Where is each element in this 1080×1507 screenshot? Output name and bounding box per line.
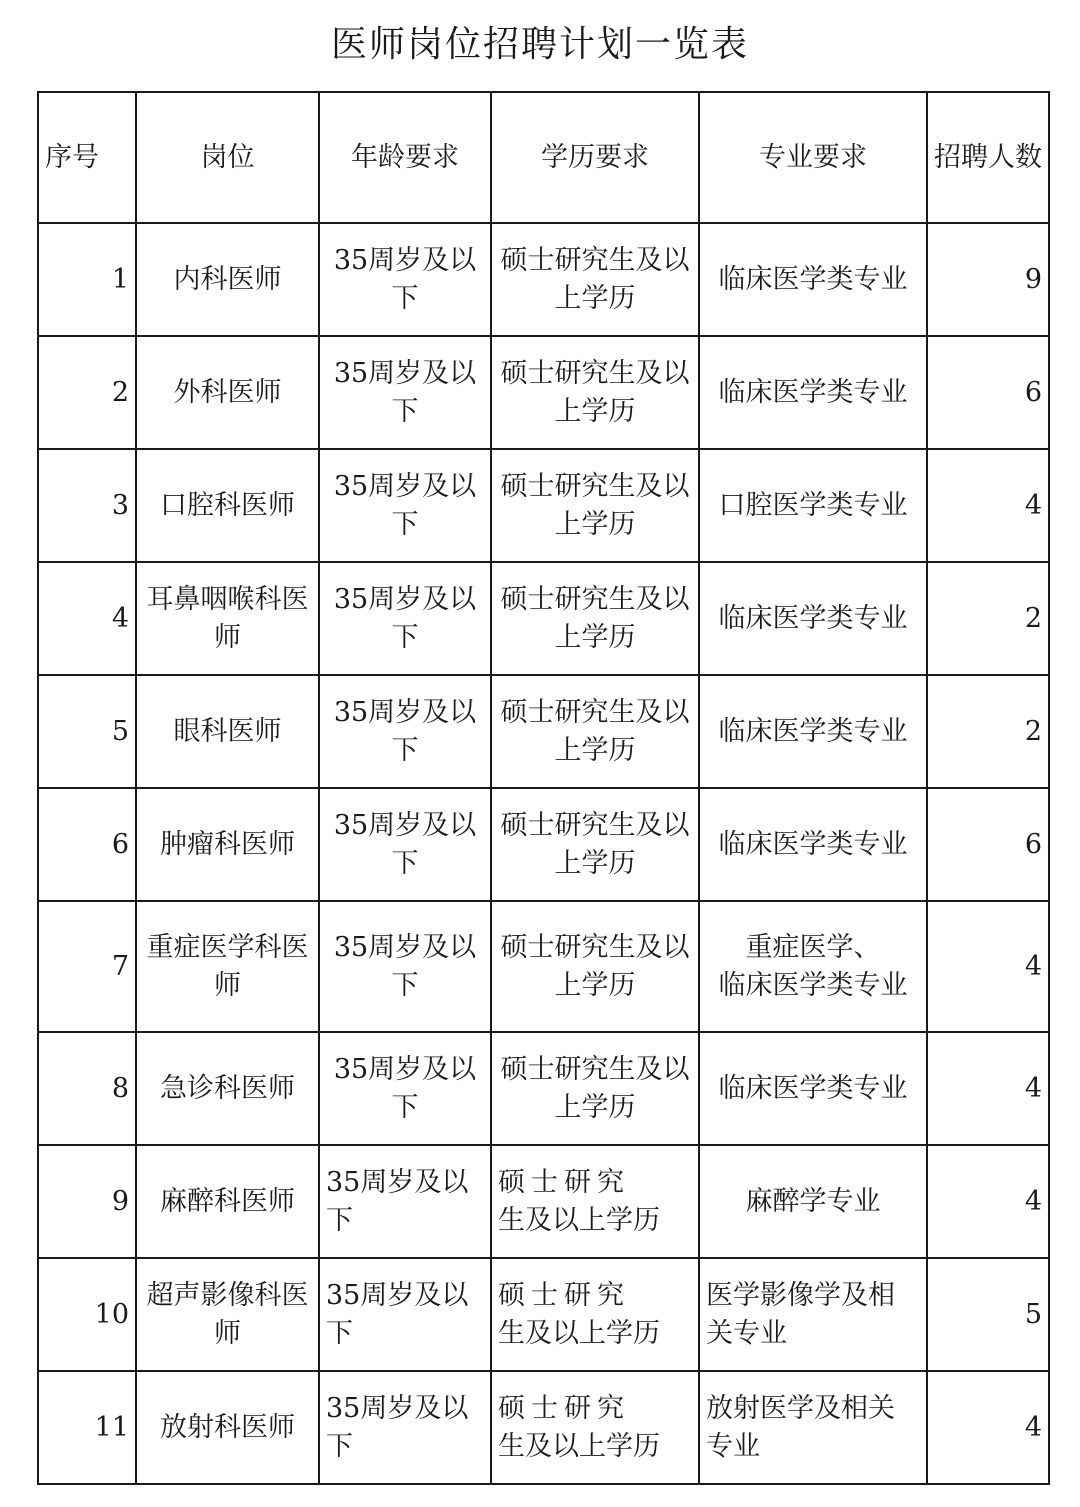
- cell-position: 急诊科医师: [136, 1032, 319, 1145]
- cell-age: 35周岁及以下: [319, 562, 491, 675]
- cell-major: 临床医学类专业: [699, 562, 927, 675]
- table-row: [38, 788, 1049, 901]
- cell-count: 5: [927, 1258, 1049, 1371]
- education-line-2: 生及以上学历: [498, 1204, 660, 1236]
- header-major: 专业要求: [699, 92, 927, 223]
- cell-position: 耳鼻咽喉科医师: [136, 562, 319, 675]
- cell-education: [491, 1371, 699, 1484]
- cell-position: 肿瘤科医师: [136, 788, 319, 901]
- cell-index: 9: [38, 1145, 136, 1258]
- cell-index: 10: [38, 1258, 136, 1371]
- cell-education: 硕士研究生及以上学历: [491, 223, 699, 336]
- cell-age: 35周岁及以下: [319, 223, 491, 336]
- cell-count: 4: [927, 1371, 1049, 1484]
- education-line-2: 生及以上学历: [498, 1317, 660, 1349]
- cell-education: [491, 1145, 699, 1258]
- cell-position: 放射科医师: [136, 1371, 319, 1484]
- cell-age: 35周岁及以下: [319, 449, 491, 562]
- education-line-1: 硕士研究: [498, 1392, 630, 1424]
- cell-index: 2: [38, 336, 136, 449]
- cell-education: 硕士研究生及以上学历: [491, 1032, 699, 1145]
- cell-education: 硕士研究生及以上学历: [491, 788, 699, 901]
- cell-count: 2: [927, 562, 1049, 675]
- cell-age: 35周岁及以下: [319, 1145, 491, 1258]
- cell-major: 临床医学类专业: [699, 675, 927, 788]
- cell-count: 4: [927, 901, 1049, 1032]
- cell-education: 硕士研究生及以上学历: [491, 901, 699, 1032]
- cell-count: 4: [927, 1145, 1049, 1258]
- cell-index: 4: [38, 562, 136, 675]
- cell-age: 35周岁及以下: [319, 1371, 491, 1484]
- major-line-1: 重症医学、: [745, 931, 881, 963]
- cell-major: 放射医学及相关专业: [699, 1371, 927, 1484]
- cell-count: 6: [927, 336, 1049, 449]
- table-row: [38, 449, 1049, 562]
- education-line-1: 硕士研究: [498, 1279, 630, 1311]
- table-row: [38, 223, 1049, 336]
- cell-index: 8: [38, 1032, 136, 1145]
- table-row: [38, 1145, 1049, 1258]
- cell-major: [699, 901, 927, 1032]
- cell-position: 口腔科医师: [136, 449, 319, 562]
- cell-major: 临床医学类专业: [699, 336, 927, 449]
- header-position: 岗位: [136, 92, 319, 223]
- cell-position: 超声影像科医师: [136, 1258, 319, 1371]
- cell-education: 硕士研究生及以上学历: [491, 562, 699, 675]
- cell-index: 11: [38, 1371, 136, 1484]
- table-row: [38, 336, 1049, 449]
- recruitment-plan-table: [37, 91, 1050, 1485]
- cell-position: 麻醉科医师: [136, 1145, 319, 1258]
- cell-major: 临床医学类专业: [699, 223, 927, 336]
- cell-age: 35周岁及以下: [319, 1258, 491, 1371]
- table-row: [38, 901, 1049, 1032]
- cell-count: 2: [927, 675, 1049, 788]
- header-index: 序号: [38, 92, 136, 223]
- cell-education: 硕士研究生及以上学历: [491, 449, 699, 562]
- cell-index: 6: [38, 788, 136, 901]
- education-line-2: 生及以上学历: [498, 1430, 660, 1462]
- table-header-row: [38, 92, 1049, 223]
- header-education: 学历要求: [491, 92, 699, 223]
- header-count: 招聘人数: [927, 92, 1049, 223]
- cell-index: 3: [38, 449, 136, 562]
- cell-education: 硕士研究生及以上学历: [491, 336, 699, 449]
- cell-major: 临床医学类专业: [699, 788, 927, 901]
- cell-age: 35周岁及以下: [319, 675, 491, 788]
- cell-count: 4: [927, 1032, 1049, 1145]
- table-row: [38, 1371, 1049, 1484]
- cell-age: 35周岁及以下: [319, 1032, 491, 1145]
- cell-age: 35周岁及以下: [319, 901, 491, 1032]
- table-row: [38, 675, 1049, 788]
- cell-index: 7: [38, 901, 136, 1032]
- cell-education: 硕士研究生及以上学历: [491, 675, 699, 788]
- education-line-1: 硕士研究: [498, 1166, 630, 1198]
- cell-count: 9: [927, 223, 1049, 336]
- table-row: [38, 1258, 1049, 1371]
- cell-position: 内科医师: [136, 223, 319, 336]
- document-title: 医师岗位招聘计划一览表: [330, 24, 749, 65]
- cell-education: [491, 1258, 699, 1371]
- cell-count: 4: [927, 449, 1049, 562]
- cell-position: 重症医学科医师: [136, 901, 319, 1032]
- header-age: 年龄要求: [319, 92, 491, 223]
- cell-age: 35周岁及以下: [319, 336, 491, 449]
- table-row: [38, 562, 1049, 675]
- cell-position: 眼科医师: [136, 675, 319, 788]
- table-row: [38, 1032, 1049, 1145]
- cell-major: 麻醉学专业: [699, 1145, 927, 1258]
- cell-position: 外科医师: [136, 336, 319, 449]
- cell-age: 35周岁及以下: [319, 788, 491, 901]
- cell-count: 6: [927, 788, 1049, 901]
- cell-index: 5: [38, 675, 136, 788]
- major-line-2: 临床医学类专业: [718, 969, 908, 1001]
- cell-major: 临床医学类专业: [699, 1032, 927, 1145]
- cell-major: 口腔医学类专业: [699, 449, 927, 562]
- cell-major: 医学影像学及相关专业: [699, 1258, 927, 1371]
- cell-index: 1: [38, 223, 136, 336]
